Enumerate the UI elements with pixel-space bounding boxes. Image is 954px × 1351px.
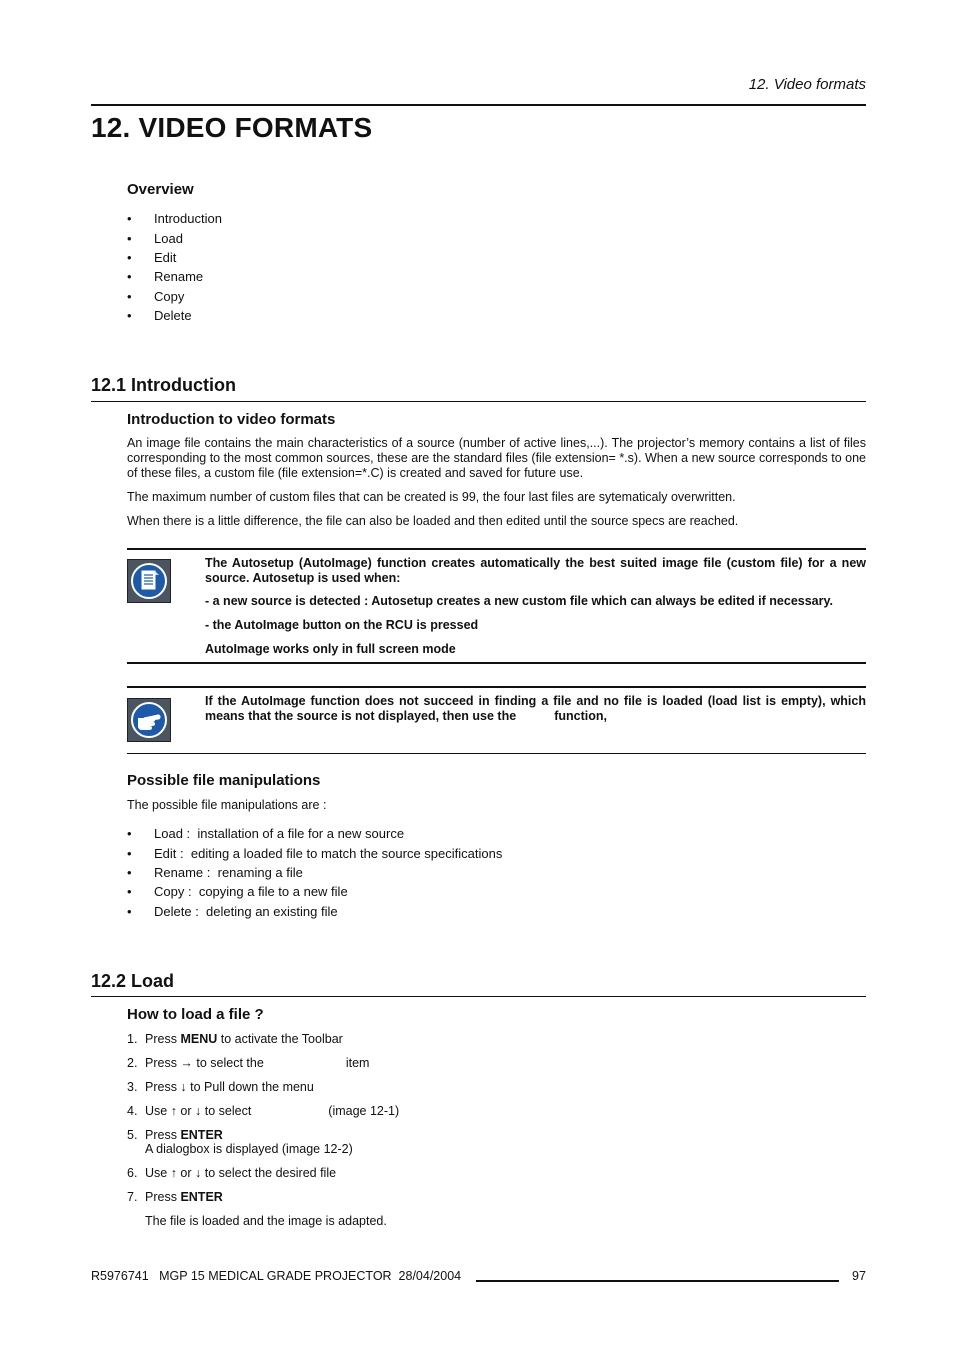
footer-rule <box>476 1280 839 1282</box>
subheading-file-manipulations: Possible file manipulations <box>127 772 321 789</box>
overview-heading: Overview <box>127 181 194 198</box>
note-text: AutoImage works only in full screen mode <box>205 642 456 656</box>
note-text: - a new source is detected : Autosetup creates a new custom file which can always be edited if necessary. <box>205 594 833 608</box>
intro-paragraph: An image file contains the main characteristics of a source (number of active lines,...). The projector’s memory contains a list of files corresponding to the most common sources, these are the standard files (file extension= *.s). When a new source corresponds to one of these files, a custom file (file extension=*.C) is created and saved for future use. <box>127 436 866 480</box>
tip-top-rule <box>127 686 866 688</box>
note-top-rule <box>127 548 866 550</box>
subheading-intro-video-formats: Introduction to video formats <box>127 411 336 428</box>
chapter-title: 12. VIDEO FORMATS <box>91 112 373 143</box>
manipulations-intro: The possible file manipulations are : <box>127 798 327 812</box>
header-rule <box>91 104 866 106</box>
subheading-how-to-load: How to load a file ? <box>127 1006 264 1023</box>
note-text: - the AutoImage button on the RCU is pressed <box>205 618 479 632</box>
note-icon <box>127 559 171 603</box>
section-heading-load: 12.2 Load <box>91 971 175 991</box>
intro-paragraph: When there is a little difference, the file can also be loaded and then edited until the source specs are reached. <box>127 514 739 528</box>
tip-bottom-rule <box>127 753 866 754</box>
note-text: The Autosetup (AutoImage) function creates automatically the best suited image file (custom file) for a new source. Autosetup is used when: <box>205 556 866 585</box>
page-number: 97 <box>852 1269 866 1283</box>
section-heading-introduction: 12.1 Introduction <box>91 375 237 395</box>
running-header: 12. Video formats <box>748 76 866 93</box>
tip-text: If the AutoImage function does not succeed in finding a file and no file is loaded (load list is empty), which means that the source is not displayed, then use the function, <box>205 694 866 723</box>
section-rule <box>91 996 866 997</box>
pointing-hand-icon <box>127 698 171 742</box>
intro-paragraph: The maximum number of custom files that can be created is 99, the four last files are sytematicaly overwritten. <box>127 490 736 504</box>
note-bottom-rule <box>127 662 866 664</box>
footer-doc-info: R5976741 MGP 15 MEDICAL GRADE PROJECTOR 28/04/2004 <box>91 1269 462 1283</box>
step-result: The file is loaded and the image is adapted. <box>145 1214 387 1228</box>
section-rule <box>91 401 866 402</box>
